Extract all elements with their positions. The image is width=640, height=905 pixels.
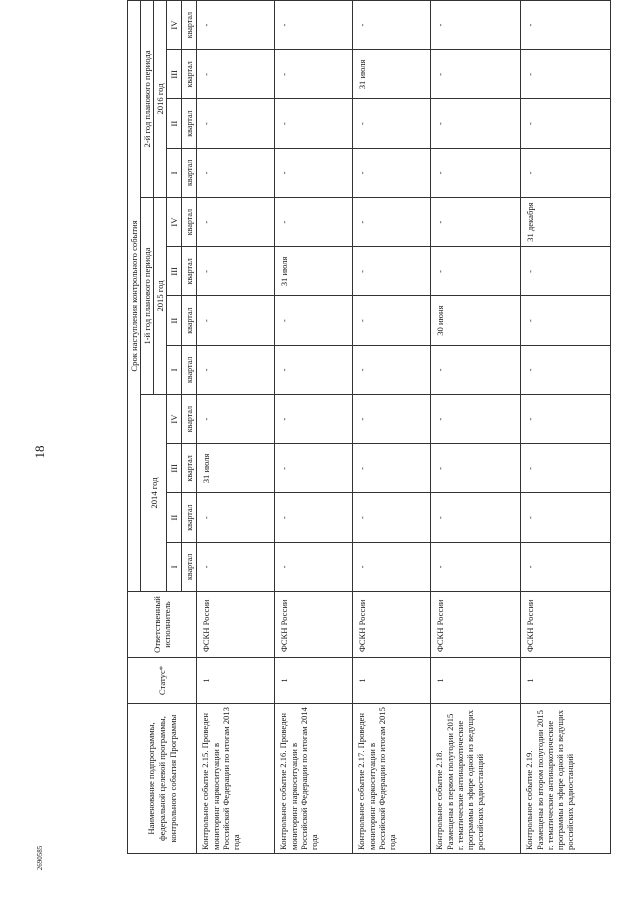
header-quarter-number: I — [167, 345, 182, 394]
quarter-cell: 31 декабря — [521, 198, 611, 247]
quarter-cell: - — [275, 542, 353, 591]
header-quarter-number: III — [167, 50, 182, 99]
executor-value: ФСКН России — [197, 592, 275, 658]
quarter-cell: - — [197, 50, 275, 99]
header-executor-column: Ответственный исполнитель — [128, 592, 197, 658]
quarter-cell: 30 июня — [431, 296, 521, 345]
quarter-cell: - — [521, 0, 611, 49]
header-quarter-label: квартал — [182, 345, 197, 394]
quarter-cell: - — [521, 99, 611, 148]
quarter-cell: - — [353, 0, 431, 49]
quarter-cell: - — [275, 395, 353, 444]
quarter-cell: - — [353, 148, 431, 197]
rotated-table-container — [127, 1, 612, 854]
header-year-2014: 2014 год — [141, 395, 167, 592]
header-quarter-label: квартал — [182, 493, 197, 542]
quarter-cell: - — [353, 542, 431, 591]
header-quarter-number: I — [167, 148, 182, 197]
header-year-2015: 2015 год — [154, 198, 167, 395]
quarter-cell: - — [431, 493, 521, 542]
quarter-cell: - — [431, 0, 521, 49]
quarter-cell: - — [431, 395, 521, 444]
quarter-cell: - — [353, 444, 431, 493]
header-quarter-label: квартал — [182, 99, 197, 148]
header-year-2016: 2016 год — [154, 0, 167, 197]
quarter-cell: 31 июля — [197, 444, 275, 493]
quarter-cell: - — [353, 395, 431, 444]
quarter-cell: - — [431, 198, 521, 247]
control-event-name: Контрольное событие 2.16. Проведен мониторинг наркоситуации в Российской Федерации по итогам 2014 года — [275, 704, 353, 854]
header-quarter-number: III — [167, 444, 182, 493]
header-quarter-label: квартал — [182, 444, 197, 493]
quarter-cell: - — [353, 247, 431, 296]
quarter-cell: - — [431, 148, 521, 197]
header-quarter-label: квартал — [182, 247, 197, 296]
header-quarter-number: II — [167, 99, 182, 148]
quarter-cell: - — [275, 296, 353, 345]
quarter-cell: - — [521, 296, 611, 345]
quarter-cell: - — [275, 99, 353, 148]
quarter-cell: - — [353, 493, 431, 542]
quarter-cell: - — [197, 542, 275, 591]
status-value: 1 — [521, 658, 611, 704]
table-row — [197, 0, 275, 853]
quarter-cell: - — [197, 0, 275, 49]
quarter-cell: - — [197, 493, 275, 542]
quarter-cell: - — [197, 247, 275, 296]
quarter-cell: - — [275, 50, 353, 99]
quarter-cell: - — [275, 0, 353, 49]
quarter-cell: - — [275, 493, 353, 542]
control-event-name: Контрольное событие 2.17. Проведен мониторинг наркоситуации в Российской Федерации по итогам 2015 года — [353, 704, 431, 854]
header-name-column: Наименование подпрограммы, федеральной целевой программы, контрольного события Программы — [128, 704, 197, 854]
header-quarter-number: III — [167, 247, 182, 296]
quarter-cell: - — [197, 345, 275, 394]
quarter-cell: - — [353, 198, 431, 247]
status-value: 1 — [275, 658, 353, 704]
quarter-cell: - — [275, 198, 353, 247]
control-event-name: Контрольное событие 2.15. Проведен мониторинг наркоситуации в Российской Федерации по итогам 2013 года — [197, 704, 275, 854]
quarter-cell: - — [197, 99, 275, 148]
quarter-cell: - — [431, 345, 521, 394]
header-quarter-label: квартал — [182, 198, 197, 247]
header-quarter-label: квартал — [182, 395, 197, 444]
control-events-table — [127, 0, 611, 854]
quarter-cell: - — [431, 50, 521, 99]
table-row — [521, 0, 611, 853]
header-quarter-number: IV — [167, 0, 182, 49]
executor-value: ФСКН России — [431, 592, 521, 658]
quarter-cell: - — [197, 296, 275, 345]
table-row — [431, 0, 521, 853]
quarter-cell: - — [197, 198, 275, 247]
header-quarter-number: IV — [167, 395, 182, 444]
document-code: 2690585 — [36, 845, 44, 871]
quarter-cell: - — [431, 99, 521, 148]
quarter-cell: - — [353, 99, 431, 148]
quarter-cell: - — [197, 148, 275, 197]
quarter-cell: - — [521, 50, 611, 99]
header-quarter-label: квартал — [182, 148, 197, 197]
quarter-cell: - — [275, 148, 353, 197]
quarter-cell: - — [521, 542, 611, 591]
status-value: 1 — [353, 658, 431, 704]
quarter-cell: - — [521, 444, 611, 493]
quarter-cell: - — [431, 542, 521, 591]
executor-value: ФСКН России — [353, 592, 431, 658]
header-period-title-2015: 1-й год планового периода — [141, 198, 154, 395]
executor-value: ФСКН России — [275, 592, 353, 658]
quarter-cell: 31 июля — [353, 50, 431, 99]
quarter-cell: - — [521, 395, 611, 444]
quarter-cell: 31 июля — [275, 247, 353, 296]
status-value: 1 — [431, 658, 521, 704]
control-event-name: Контрольное событие 2.18. Размещены в первом полугодии 2015 г. тематические антинаркотические программы в эфире одной из ведущих российских радиостанций — [431, 704, 521, 854]
header-quarter-number: II — [167, 296, 182, 345]
quarter-cell: - — [197, 395, 275, 444]
status-value: 1 — [197, 658, 275, 704]
header-quarter-label: квартал — [182, 542, 197, 591]
header-deadline-group: Срок наступления контрольного события — [128, 0, 141, 591]
quarter-cell: - — [431, 444, 521, 493]
header-quarter-number: IV — [167, 198, 182, 247]
quarter-cell: - — [275, 345, 353, 394]
header-period-title-2016: 2-й год планового периода — [141, 0, 154, 197]
executor-value: ФСКН России — [521, 592, 611, 658]
control-event-name: Контрольное событие 2.19. Размещены во втором полугодии 2015 г. тематические антинаркотические программы в эфире одной из ведущих российских радиостанций — [521, 704, 611, 854]
quarter-cell: - — [353, 345, 431, 394]
page-number: 18 — [32, 445, 47, 459]
quarter-cell: - — [353, 296, 431, 345]
header-quarter-number: I — [167, 542, 182, 591]
header-quarter-label: квартал — [182, 296, 197, 345]
quarter-cell: - — [521, 148, 611, 197]
header-quarter-label: квартал — [182, 0, 197, 49]
quarter-cell: - — [431, 247, 521, 296]
quarter-cell: - — [521, 247, 611, 296]
quarter-cell: - — [521, 345, 611, 394]
table-row — [275, 0, 353, 853]
header-quarter-label: квартал — [182, 50, 197, 99]
quarter-cell: - — [275, 444, 353, 493]
header-quarter-number: II — [167, 493, 182, 542]
header-status-column: Статус* — [128, 658, 197, 704]
quarter-cell: - — [521, 493, 611, 542]
table-row — [353, 0, 431, 853]
